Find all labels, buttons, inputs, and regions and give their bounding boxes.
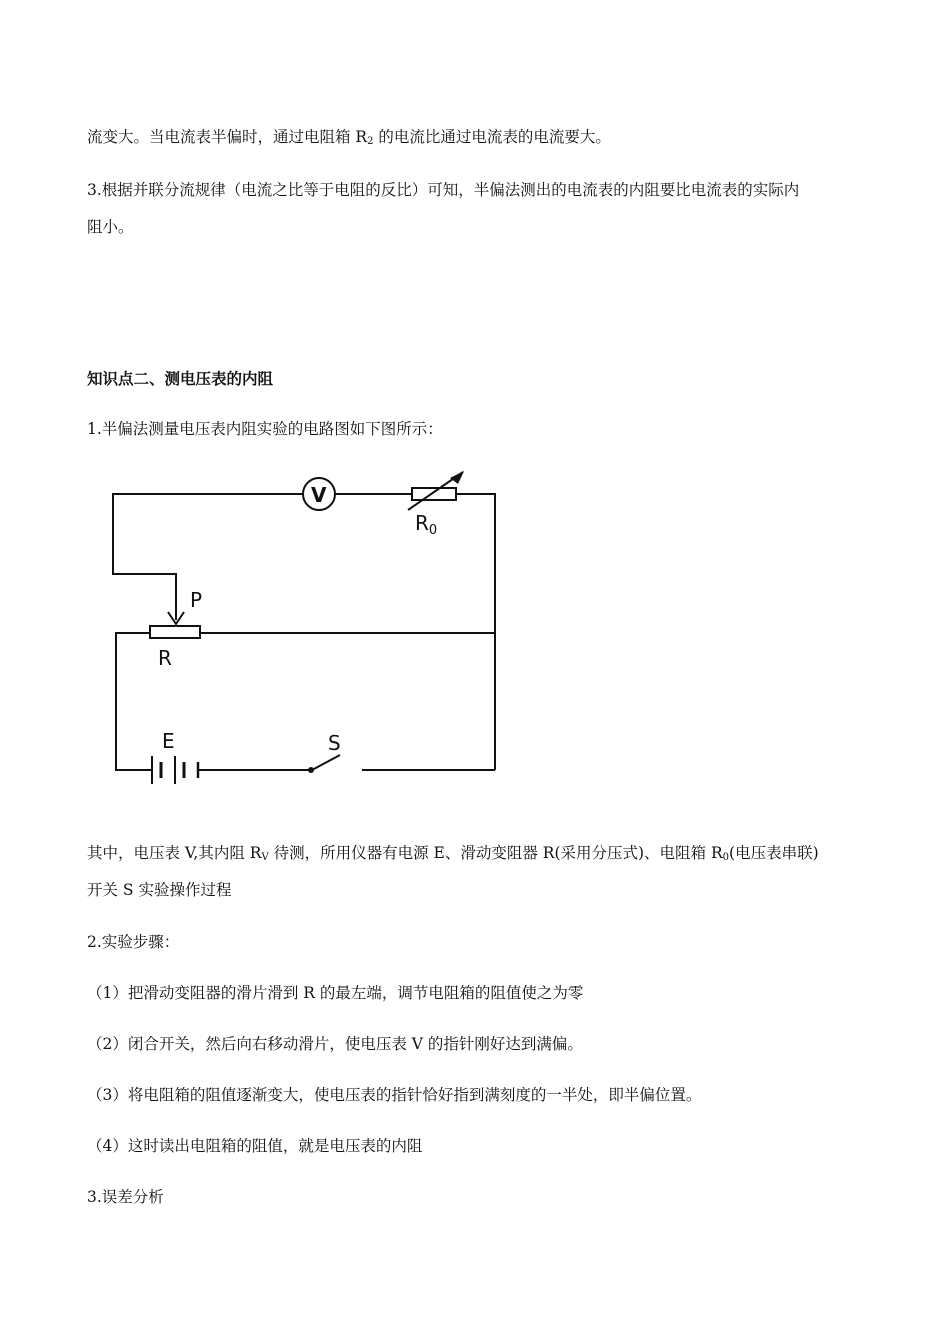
section-heading: 知识点二、测电压表的内阻 <box>87 369 274 388</box>
resistor-label: R <box>158 646 172 670</box>
switch-pivot <box>308 767 314 773</box>
wire-top-left <box>113 494 303 570</box>
switch-label: S <box>328 731 341 755</box>
switch-blade <box>312 755 340 770</box>
paragraph-current-larger: 流变大。当电流表半偏时，通过电阻箱 $R_2$ 的电流比通过电流表的电流要大。 <box>87 128 611 147</box>
circuit-diagram <box>100 460 520 795</box>
wire-left-bottom <box>116 633 152 770</box>
rheostat-box <box>412 488 456 500</box>
step-3: （3）将电阻箱的阻值逐渐变大，使电压表的指针恰好指到满刻度的一半处，即半偏位置。 <box>87 1086 702 1104</box>
voltmeter-label: V <box>311 483 327 507</box>
step-2: （2）闭合开关，然后向右移动滑片，使电压表 V 的指针刚好达到满偏。 <box>87 1035 583 1053</box>
wire-slider-lead <box>113 570 176 620</box>
rheostat-label: $R_0$ <box>415 511 438 538</box>
battery-label: E <box>162 729 175 753</box>
slider-label: P <box>190 588 203 612</box>
resistor-box <box>150 626 200 638</box>
paragraph-circuit-intro: 1.半偏法测量电压表内阻实验的电路图如下图所示： <box>87 420 443 438</box>
step-4: （4）这时读出电阻箱的阻值，就是电压表的内阻 <box>87 1137 423 1155</box>
rheostat-arrowhead <box>450 471 464 484</box>
paragraph-parallel-rule: 3.根据并联分流规律（电流之比等于电阻的反比）可知，半偏法测出的电流表的内阻要比电流表的实际内 <box>87 181 800 199</box>
paragraph-steps-heading: 2.实验步骤： <box>87 933 180 951</box>
paragraph-instruments-cont: 开关 S 实验操作过程 <box>87 881 232 899</box>
paragraph-instruments: 其中，电压表 V,其内阻 $R_V$ 待测，所用仪器有电源 E、滑动变阻器 R(采用分压式)、电阻箱 $R_0$(电压表串联) <box>87 844 819 863</box>
paragraph-parallel-rule-cont: 阻小。 <box>87 218 134 236</box>
step-1: （1）把滑动变阻器的滑片滑到 R 的最左端，调节电阻箱的阻值使之为零 <box>87 984 584 1002</box>
paragraph-error-analysis: 3.误差分析 <box>87 1188 164 1206</box>
